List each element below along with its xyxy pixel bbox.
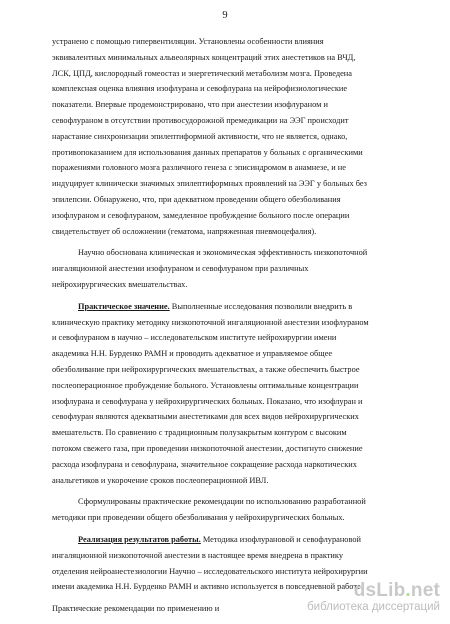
paragraph-practical-significance: Практическое значение. Выполненные исследования позволили внедрить в клиническую практику методику низкопоточной ингаляционной анестезии изофлураном и севофлураном в научно – исследовательском институте нейрохирургии имени академика Н.Н. Бурденко РАМН и проводить адекватное и управляемое общее обезболивание при нейрохирургических вмешательствах, а также обеспечить быстрое послеоперационное пробуждение больного. Установлены оптимальные концентрации изофлурана и севофлурана у нейрохирургических больных. Показано, что изофлуран и севофлуран являются адекватными анестетиками для всех видов нейрохирургических вмешательств. По сравнению с традиционным полузакрытым контуром с высоким потоком свежего газа, при проведении низкопоточной анестезии, достигнуто снижение расхода изофлурана и севофлурана, значительное сокращение расхода наркотических анальгетиков и укорочение сроков послеоперационной ИВЛ. [52,301,369,485]
dslib-watermark [230,580,440,618]
document-body [52,34,424,617]
practical-significance-heading: Практическое значение. [78,301,170,311]
dslib-logo: dsLib.net [353,580,440,601]
implementation-heading: Реализация результатов работы. [78,534,201,544]
paragraph-novelty-continued: устранено с помощью гипервентиляции. Установлены особенности влияния эквивалентных минимальных альвеолярных концентраций этих анестетиков на ВЧД, ЛСК, ЦПД, кислородный гомеостаз и энергетический метаболизм мозга. Проведена комплексная оценка влияния изофлурана и севофлурана на нейрофизиологические показатели. Впервые продемонстрировано, что при анестезии изофлураном и севофлураном в отсутствии противосудорожной премедикации на ЭЭГ происходит нарастание синхронизации эпилептиформной активности, что не является, однако, противопоказанием для использования данных препаратов у больных с органическими поражениями головного мозга различного генеза с эписиндромом в анамнезе, и не индуцирует клинически значимых эпилептиформных проявлений на ЭЭГ у больных без эпилепсии. Обнаружено, что, при адекватном проведении общего обезболивания изофлураном и севофлураном, замедленное пробуждение больного после операции свидетельствует об осложнении (гематома, напряженная пневмоцефалия). [52,37,367,236]
page-number: 9 [222,10,228,21]
dslib-subtitle: библиотека диссертаций [307,601,440,613]
paragraph-efficiency: Научно обоснована клиническая и экономическая эффективность низкопоточной ингаляционной анестезии изофлураном и севофлураном при различных нейрохирургических вмешательствах. [52,248,368,289]
paragraph-implementation: Реализация результатов работы. Методика изофлурановой и севофлурановой ингаляционной низкопоточной анестезии в настоящее время внедрена в практику отделения нейроанестезиологии Научно – исследовательского института нейрохирургии имени академика Н.Н. Бурденко РАМН и активно используется в повседневной работе. [52,534,368,592]
paragraph-practical-recommendations: Практические рекомендации по применению и [52,604,220,614]
paragraph-recommendations: Сформулированы практические рекомендации по использованию разработанной методики при проведении общего обезболивания у нейрохирургических больных. [52,497,366,523]
